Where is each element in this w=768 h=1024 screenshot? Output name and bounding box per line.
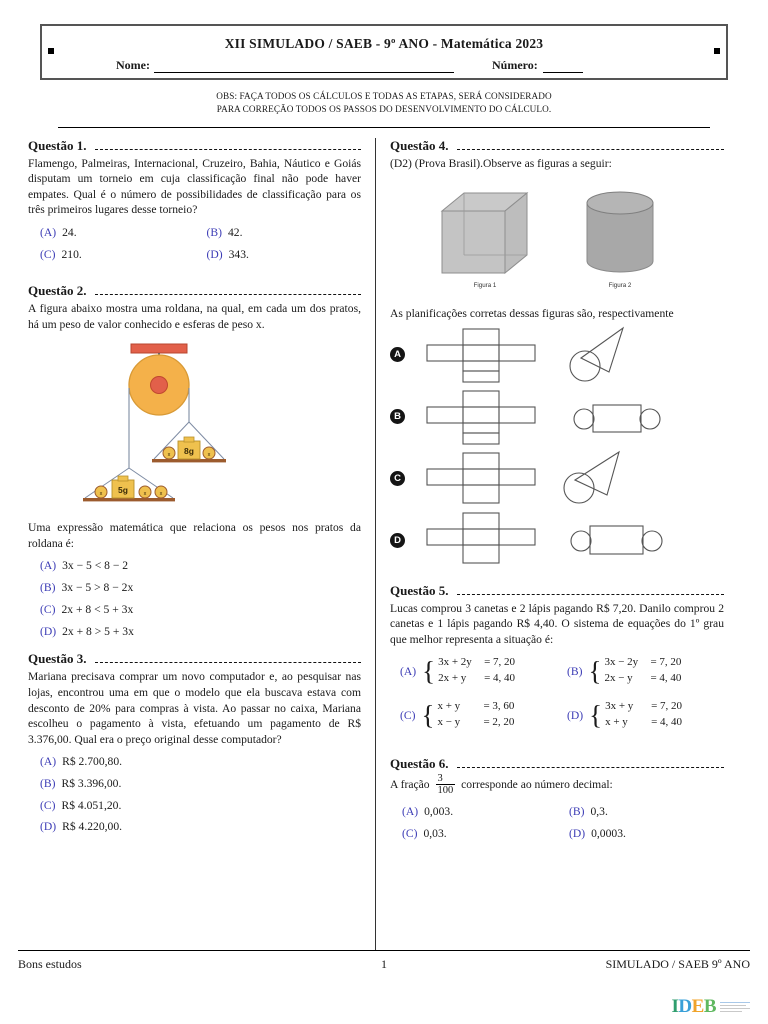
option-badge: C (390, 471, 405, 486)
option-letter: (D) (567, 708, 584, 722)
option-letter: (C) (40, 602, 56, 616)
question-1-options (28, 227, 361, 271)
question-1-heading (28, 138, 361, 154)
question-6-heading (390, 756, 724, 772)
ideb-wordmark (671, 996, 716, 1018)
dashed-rule (457, 588, 725, 595)
question-2-heading (28, 283, 361, 299)
option-a[interactable] (28, 227, 195, 240)
instructions-line-1: OBS: FAÇA TODOS OS CÁLCULOS E TODAS AS ETAPAS, SERÁ CONSIDERADO (216, 91, 552, 101)
option-letter: (A) (40, 755, 57, 769)
option-letter: (D) (206, 247, 223, 261)
option-c[interactable] (390, 828, 557, 841)
question-4-heading (390, 138, 724, 154)
option-text: R$ 4.220,00. (62, 820, 123, 834)
svg-text:x: x (159, 491, 163, 498)
marker-square-left (48, 48, 54, 54)
instructions-line-2: PARA CORREÇÃO TODOS OS PASSOS DO DESENVOLVIMENTO DO CÁLCULO. (216, 104, 552, 115)
option-a[interactable] (28, 560, 361, 573)
option-text: 2x + 8 < 5 + 3x (61, 602, 134, 616)
question-1-text: Flamengo, Palmeiras, Internacional, Cruzeiro, Bahia, Náutico e Goiás disputam um torneio em cuja classificação final não pode haver empates. Qual é o número de possibilidades de classificação para os três primeiros lugares desse torneio? (28, 156, 361, 217)
option-d[interactable] (28, 626, 361, 639)
option-letter: (D) (40, 820, 57, 834)
equation-lhs: 2x − y (604, 672, 633, 685)
equation-lhs: x + y (605, 716, 628, 729)
equation-rhs: = 7, 20 (650, 656, 682, 669)
option-text: 210. (61, 247, 82, 261)
option-letter: (A) (402, 805, 419, 819)
option-d[interactable] (195, 249, 362, 262)
ideb-letter-i: I (671, 996, 679, 1017)
footer-left-text: Bons estudos (18, 956, 82, 971)
fraction-denominator: 100 (437, 785, 454, 797)
option-letter: (D) (40, 624, 57, 638)
dashed-rule (457, 143, 725, 150)
equation-rhs: = 4, 40 (651, 716, 683, 729)
net-option-c[interactable] (390, 450, 724, 508)
svg-text:x: x (207, 452, 211, 459)
equation-rhs: = 4, 40 (650, 672, 682, 685)
question-6-text (390, 774, 724, 797)
question-5-text: Lucas comprou 3 canetas e 2 lápis pagando R$ 7,20. Danilo comprou 2 canetas e 1 lápis pagando R$ 4,40. O sistema de equações do 1º grau que melhor representa a situação é: (390, 601, 724, 646)
figura-2-caption: Figura 2 (608, 282, 632, 290)
option-letter: (C) (40, 798, 56, 812)
number-label: Número: (491, 58, 538, 72)
net-b-svg (413, 388, 713, 446)
question-3-heading (28, 651, 361, 667)
option-text: 0,3. (590, 805, 608, 819)
question-6-options (390, 806, 724, 850)
right-pan-weight-label: 8g (184, 446, 194, 457)
equation-lhs: 3x + y (605, 700, 634, 713)
equation-rhs: = 7, 20 (484, 656, 516, 669)
left-brace: { (588, 655, 602, 686)
question-6-text-before: A fração (390, 778, 430, 792)
left-pan-weight-label: 5g (118, 485, 128, 496)
option-letter: (C) (400, 708, 416, 722)
left-brace: { (589, 699, 603, 730)
net-option-a[interactable] (390, 326, 724, 384)
option-a[interactable] (390, 806, 557, 819)
equation-rhs: = 3, 60 (483, 700, 515, 713)
equation-system (437, 699, 514, 731)
option-b[interactable] (28, 582, 361, 595)
option-text: R$ 4.051,20. (61, 798, 122, 812)
option-b[interactable] (195, 227, 362, 240)
option-text: 343. (228, 247, 249, 261)
option-letter: (D) (569, 826, 586, 840)
equation-system (605, 699, 682, 731)
dashed-rule (457, 761, 725, 768)
equation-system (604, 655, 681, 687)
option-c[interactable] (28, 604, 361, 617)
question-2-label: Questão 2. (28, 283, 87, 299)
cone-net (570, 328, 623, 381)
cylinder-net (574, 405, 660, 432)
option-d[interactable] (28, 821, 361, 834)
option-b[interactable] (557, 806, 724, 819)
option-text: 2x + 8 > 5 + 3x (62, 624, 134, 638)
header-divider (58, 127, 710, 128)
question-3-text: Mariana precisava comprar um novo computador e, ao pesquisar nas lojas, encontrou uma em que o modelo que ela buscava estava com desconto de 20% para compras à vista. Ao passar no caixa, Mariana escolheu o pagamento à vista, efetuando um pagamento de R$ 3.376,00. Qual era o preço original desse computador? (28, 670, 361, 746)
figura-1-caption: Figura 1 (473, 282, 497, 290)
identification-row (56, 58, 712, 73)
option-letter: (A) (40, 225, 57, 239)
name-input-line[interactable] (154, 62, 454, 73)
option-letter: (B) (40, 776, 56, 790)
equation-rhs: = 7, 20 (651, 700, 683, 713)
dashed-rule (95, 143, 362, 150)
left-brace: { (422, 655, 436, 686)
question-4-lead: As planificações corretas dessas figuras são, respectivamente (390, 307, 674, 321)
ideb-letter-d: D (678, 996, 692, 1017)
ideb-letter-b: B (703, 996, 716, 1017)
option-letter: (A) (400, 664, 417, 678)
right-column (376, 138, 734, 950)
question-5-heading (390, 583, 724, 599)
footer-divider (18, 950, 750, 951)
dashed-rule (95, 288, 362, 295)
page-footer (18, 957, 750, 972)
cross-net-short (427, 513, 535, 563)
option-d[interactable] (557, 828, 724, 841)
net-option-d[interactable] (390, 512, 724, 570)
cylinder-solid (587, 192, 653, 272)
question-1-label: Questão 1. (28, 137, 87, 153)
cross-net-tall (427, 329, 535, 382)
option-c[interactable] (390, 699, 557, 731)
option-text: 3x − 5 > 8 − 2x (61, 581, 134, 595)
option-a[interactable] (390, 655, 557, 687)
option-text: 42. (227, 225, 243, 239)
question-3-options (28, 756, 361, 834)
option-d[interactable] (557, 699, 724, 731)
net-a-svg (413, 326, 713, 384)
option-a[interactable] (28, 756, 361, 769)
question-4-label: Questão 4. (390, 137, 449, 153)
option-b[interactable] (28, 778, 361, 791)
question-6-label: Questão 6. (390, 756, 449, 772)
option-letter: (C) (40, 247, 56, 261)
ideb-logo (671, 996, 750, 1018)
option-c[interactable] (28, 800, 361, 813)
option-text: 3x − 5 < 8 − 2 (62, 559, 129, 573)
option-text: R$ 2.700,80. (62, 755, 123, 769)
option-letter: (B) (40, 581, 56, 595)
marker-square-right (714, 48, 720, 54)
option-text: 0,003. (424, 805, 454, 819)
page-number: 1 (381, 956, 387, 971)
solids-figure (390, 183, 724, 298)
option-letter: (A) (40, 559, 57, 573)
option-b[interactable] (557, 655, 724, 687)
equation-lhs: 3x + 2y (438, 656, 472, 669)
option-text: 0,03. (423, 826, 447, 840)
option-c[interactable] (28, 249, 195, 262)
svg-text:x: x (143, 491, 147, 498)
cross-net-short (427, 453, 535, 503)
equation-rhs: = 4, 40 (484, 672, 516, 685)
ideb-tagline-lines (720, 1002, 750, 1013)
two-column-body (18, 138, 750, 950)
option-letter: (B) (206, 225, 222, 239)
option-text: 0,0003. (591, 826, 626, 840)
pulley-balance-figure (28, 340, 361, 512)
footer-right-text: SIMULADO / SAEB 9º ANO (605, 956, 750, 971)
cube-solid (442, 193, 527, 273)
page-title: XII SIMULADO / SAEB - 9º ANO - Matemática 2023 (224, 36, 544, 51)
header-box (40, 24, 728, 80)
option-letter: (C) (402, 826, 418, 840)
question-2-lead: Uma expressão matemática que relaciona os pesos nos pratos da roldana é: (28, 521, 361, 550)
left-brace: { (421, 699, 435, 730)
name-label: Nome: (116, 58, 150, 72)
question-5-options (390, 655, 724, 743)
ideb-letter-e: E (691, 996, 704, 1017)
dashed-rule (95, 656, 362, 663)
pulley-svg (28, 340, 358, 512)
svg-text:x: x (99, 491, 103, 498)
solids-svg (407, 183, 707, 293)
net-d-svg (413, 512, 713, 570)
question-4-text: (D2) (Prova Brasil).Observe as figuras a seguir: (390, 156, 612, 170)
question-2-text: A figura abaixo mostra uma roldana, na qual, em cada um dos pratos, há um peso de valor conhecido e esferas de peso x. (28, 302, 361, 331)
option-badge: B (390, 409, 405, 424)
left-column (18, 138, 376, 950)
option-badge: D (390, 533, 405, 548)
question-3-label: Questão 3. (28, 651, 87, 667)
number-input-line[interactable] (543, 62, 583, 73)
fraction (436, 773, 456, 796)
fraction-numerator: 3 (437, 773, 443, 785)
equation-lhs: 3x − 2y (604, 656, 639, 669)
equation-lhs: x + y (437, 700, 461, 713)
instructions-note (40, 90, 728, 117)
option-letter: (B) (569, 805, 585, 819)
equation-lhs: 2x + y (438, 672, 467, 685)
question-6-text-after: corresponde ao número decimal: (461, 778, 613, 792)
net-c-svg (413, 450, 713, 508)
option-letter: (B) (567, 664, 583, 678)
net-option-b[interactable] (390, 388, 724, 446)
question-2-options (28, 560, 361, 638)
cross-net-tall (427, 391, 535, 444)
cylinder-net (571, 526, 662, 554)
equation-lhs: x − y (437, 716, 461, 729)
equation-system (438, 655, 515, 687)
cone-net (564, 452, 619, 503)
header-section (0, 0, 768, 128)
option-text: R$ 3.396,00. (61, 776, 122, 790)
option-badge: A (390, 347, 405, 362)
svg-text:x: x (167, 452, 171, 459)
equation-rhs: = 2, 20 (483, 716, 515, 729)
question-5-label: Questão 5. (390, 582, 449, 598)
option-text: 24. (62, 225, 77, 239)
